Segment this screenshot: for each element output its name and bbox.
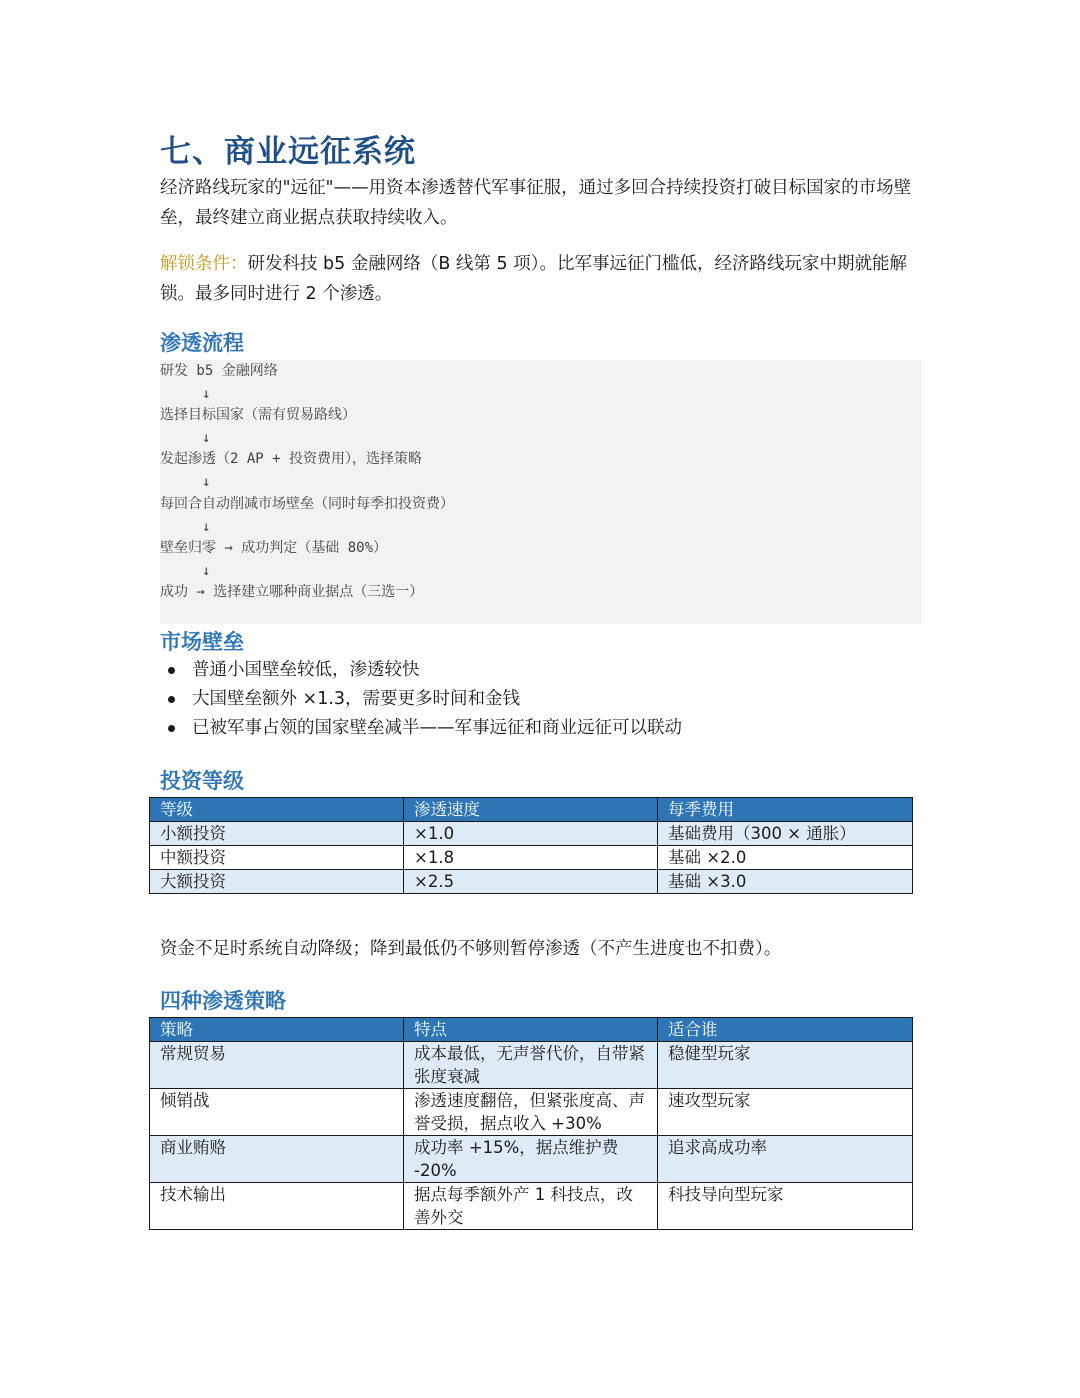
page-title: 七、商业远征系统 [160, 134, 416, 170]
table-cell: 基础 ×3.0 [658, 870, 913, 894]
investment-table [149, 797, 913, 894]
table-cell: 商业贿赂 [150, 1136, 404, 1183]
table-cell: 中额投资 [150, 846, 404, 870]
flow-line: 选择目标国家（需有贸易路线） [160, 407, 356, 423]
table-header-cell: 渗透速度 [404, 798, 658, 822]
flow-line: 成功 → 选择建立哪种商业据点（三选一） [160, 584, 424, 600]
table-cell: 大额投资 [150, 870, 404, 894]
table-header-cell: 等级 [150, 798, 404, 822]
table-cell: 成本最低，无声誉代价，自带紧张度衰减 [404, 1042, 658, 1089]
table-cell: 速攻型玩家 [658, 1089, 913, 1136]
unlock-paragraph [160, 249, 920, 309]
table-header-cell: 每季费用 [658, 798, 913, 822]
table-cell: 渗透速度翻倍，但紧张度高、声誉受损，据点收入 +30% [404, 1089, 658, 1136]
flow-line: 发起渗透（2 AP + 投资费用），选择策略 [160, 451, 423, 467]
barrier-list [160, 656, 682, 743]
table-row [150, 870, 913, 894]
table-cell: 基础 ×2.0 [658, 846, 913, 870]
unlock-label: 解锁条件： [160, 254, 248, 274]
table-cell: 常规贸易 [150, 1042, 404, 1089]
list-item: 大国壁垒额外 ×1.3，需要更多时间和金钱 [160, 685, 682, 714]
list-item: 普通小国壁垒较低，渗透较快 [160, 656, 682, 685]
table-header-cell: 适合谁 [658, 1018, 913, 1042]
table-row [150, 1042, 913, 1089]
investment-note: 资金不足时系统自动降级；降到最低仍不够则暂停渗透（不产生进度也不扣费）。 [160, 939, 782, 959]
table-header-cell: 特点 [404, 1018, 658, 1042]
intro-paragraph: 经济路线玩家的"远征"——用资本渗透替代军事征服，通过多回合持续投资打破目标国家的市场壁垒，最终建立商业据点获取持续收入。 [160, 178, 912, 228]
table-row [150, 1183, 913, 1230]
bullet-icon [168, 696, 175, 703]
table-cell: 稳健型玩家 [658, 1042, 913, 1089]
table-cell: 追求高成功率 [658, 1136, 913, 1183]
table-cell: 倾销战 [150, 1089, 404, 1136]
list-item: 已被军事占领的国家壁垒减半——军事远征和商业远征可以联动 [160, 714, 682, 743]
flow-code-block [160, 360, 921, 624]
table-cell: 小额投资 [150, 822, 404, 846]
flow-arrow: ↓ [160, 519, 211, 535]
table-cell: ×1.8 [404, 846, 658, 870]
flow-arrow: ↓ [160, 430, 211, 446]
strategies-heading: 四种渗透策略 [160, 989, 286, 1013]
table-cell: 据点每季额外产 1 科技点，改善外交 [404, 1183, 658, 1230]
flow-arrow: ↓ [160, 563, 211, 579]
table-row [150, 846, 913, 870]
flow-arrow: ↓ [160, 386, 211, 402]
table-cell: ×2.5 [404, 870, 658, 894]
flow-heading: 渗透流程 [160, 331, 244, 355]
flow-arrow: ↓ [160, 474, 211, 490]
table-cell: 技术输出 [150, 1183, 404, 1230]
unlock-text: 研发科技 b5 金融网络（B 线第 5 项）。比军事远征门槛低，经济路线玩家中期就能解锁。最多同时进行 2 个渗透。 [160, 254, 907, 304]
table-cell: 基础费用（300 × 通胀） [658, 822, 913, 846]
table-row [150, 1136, 913, 1183]
bullet-icon [168, 725, 175, 732]
table-cell: ×1.0 [404, 822, 658, 846]
table-header-cell: 策略 [150, 1018, 404, 1042]
barrier-heading: 市场壁垒 [160, 630, 244, 654]
table-cell: 科技导向型玩家 [658, 1183, 913, 1230]
flow-line: 每回合自动削减市场壁垒（同时每季扣投资费） [160, 496, 454, 512]
flow-line: 壁垒归零 → 成功判定（基础 80%） [160, 540, 388, 556]
table-row [150, 822, 913, 846]
bullet-icon [168, 667, 175, 674]
strategies-table [149, 1017, 913, 1230]
table-header-row [150, 1018, 913, 1042]
investment-heading: 投资等级 [160, 769, 244, 793]
table-row [150, 1089, 913, 1136]
table-header-row [150, 798, 913, 822]
flow-line: 研发 b5 金融网络 [160, 363, 278, 379]
table-cell: 成功率 +15%，据点维护费 -20% [404, 1136, 658, 1183]
